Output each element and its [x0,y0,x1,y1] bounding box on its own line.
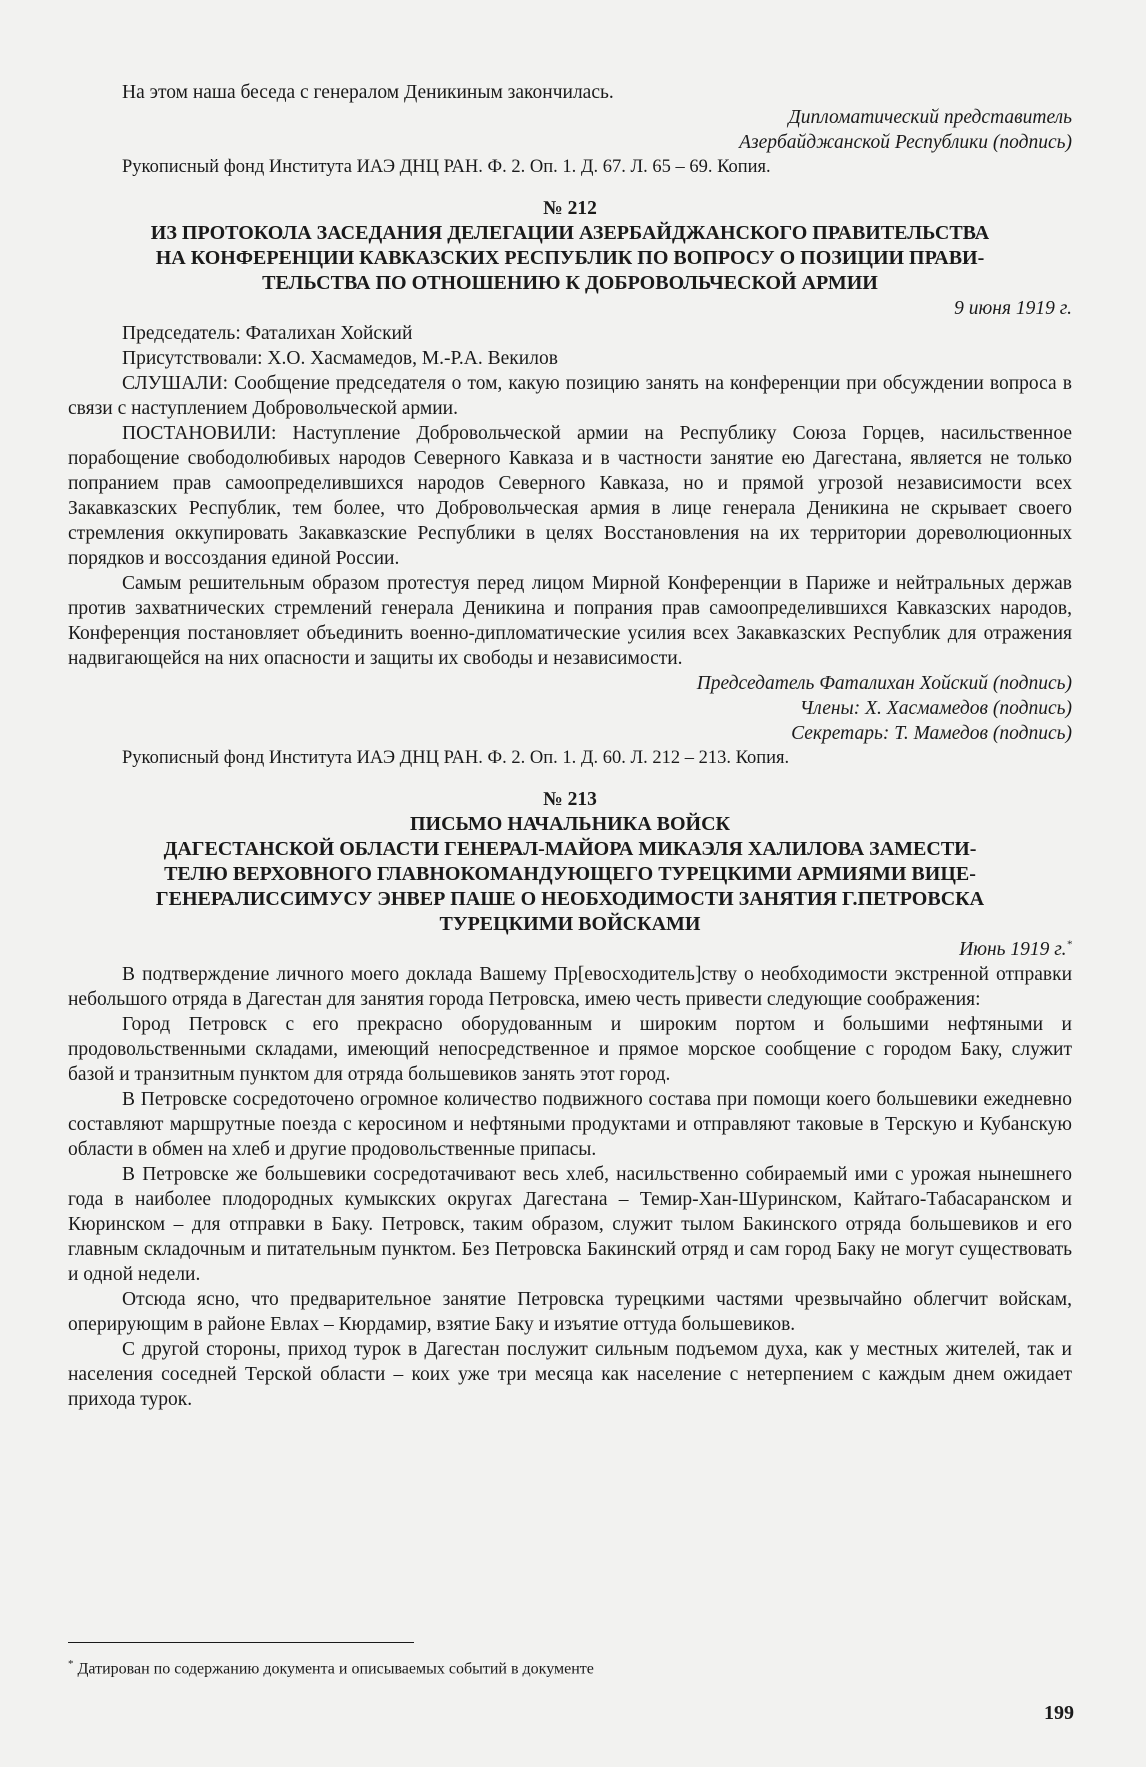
document-title-line: НА КОНФЕРЕНЦИИ КАВКАЗСКИХ РЕСПУБЛИК ПО ВОПРОСУ О ПОЗИЦИИ ПРАВИ- [155,247,985,269]
attendees-line: Присутствовали: Х.О. Хасмамедов, М.-Р.А. Векилов [122,348,558,369]
footnote-text: Датирован по содержанию документа и описываемых событий в документе [77,1660,594,1678]
signature-line: Члены: Х. Хасмамедов (подпись) [799,698,1072,719]
page-content [68,80,1072,1412]
document-number: № 212 [543,198,597,219]
document-title-line: ТЕЛЬСТВА ПО ОТНОШЕНИЮ К ДОБРОВОЛЬЧЕСКОЙ АРМИИ [262,272,878,294]
footnote [68,1654,594,1679]
date-text: Июнь 1919 г. [959,939,1067,960]
page-number: 199 [1044,1702,1074,1724]
footnote-marker: * [1066,938,1072,951]
closing-line: На этом наша беседа с генералом Деникиным закончилась. [122,82,614,103]
document-title-line: ГЕНЕРАЛИССИМУСУ ЭНВЕР ПАШЕ О НЕОБХОДИМОСТИ ЗАНЯТИЯ Г.ПЕТРОВСКА [155,888,985,910]
footnote-divider [68,1642,414,1643]
document-title-line: ПИСЬМО НАЧАЛЬНИКА ВОЙСК [409,813,731,835]
letter-paragraph: В Петровске же большевики сосредотачивают весь хлеб, насильственно собираемый ими с урожая нынешнего года в наиболее плодородных кумыкских округах Дагестана – Темир-Хан-Шуринском, Кайтаго-Табасаранском и Кюринском – для отправки в Баку. Петровск, таким образом, служит тылом Бакинского отряда большевиков и его главным складочным и питательным пунктом. Без Петровска Бакинский отряд и сам город Баку не могут существовать и одной недели. [68,1164,1072,1285]
letter-paragraph: Отсюда ясно, что предварительное занятие Петровска турецкими частями чрезвычайно облегчит войскам, оперирующим в районе Евлах – Кюрдамир, взятие Баку и изъятие оттуда большевиков. [68,1289,1072,1335]
document-title-line: ИЗ ПРОТОКОЛА ЗАСЕДАНИЯ ДЕЛЕГАЦИИ АЗЕРБАЙДЖАНСКОГО ПРАВИТЕЛЬСТВА [150,222,990,244]
heard-paragraph: СЛУШАЛИ: Сообщение председателя о том, какую позицию занять на конференции при обсуждении вопроса в связи с наступлением Добровольческой армии. [68,373,1072,419]
footnote-marker: * [68,1658,74,1670]
signature-line: Дипломатический представитель [788,107,1072,128]
document-date: 9 июня 1919 г. [954,298,1072,319]
letter-paragraph: С другой стороны, приход турок в Дагестан послужит сильным подъемом духа, как у местных жителей, так и населения соседней Терской области – коих уже три месяца как население с нетерпением с каждым днем ожидает прихода турок. [68,1339,1072,1410]
chairman-line: Председатель: Фаталихан Хойский [122,323,413,344]
archive-source: Рукописный фонд Института ИАЭ ДНЦ РАН. Ф. 2. Оп. 1. Д. 60. Л. 212 – 213. Копия. [122,748,790,768]
signature-line: Азербайджанской Республики (подпись) [739,132,1072,153]
signature-line: Секретарь: Т. Мамедов (подпись) [791,723,1072,744]
letter-paragraph: В подтверждение личного моего доклада Вашему Пр[евосходитель]ству о необходимости экстренной отправки небольшого отряда в Дагестан для занятия города Петровска, имею честь привести следующие соображения: [68,964,1072,1010]
archive-source: Рукописный фонд Института ИАЭ ДНЦ РАН. Ф. 2. Оп. 1. Д. 67. Л. 65 – 69. Копия. [122,157,771,177]
resolved-paragraph: ПОСТАНОВИЛИ: Наступление Добровольческой армии на Республику Союза Горцев, насильственное порабощение свободолюбивых народов Северного Кавказа и в частности занятие ею Дагестана, является не только попранием прав самоопределившихся народов Северного Кавказа, но и прямой угрозой независимости всех Закавказских Республик, тем более, что Добровольческая армия в лице генерала Деникина не скрывает своего стремления оккупировать Закавказские Республики в целях Восстановления на их территории дореволюционных порядков и воссоздания единой России. [68,423,1072,569]
document-number: № 213 [543,789,597,810]
protest-paragraph: Самым решительным образом протестуя перед лицом Мирной Конференции в Париже и нейтральных держав против захватнических стремлений генерала Деникина и попрания прав самоопределившихся Кавказских народов, Конференция постановляет объединить военно-дипломатические усилия всех Закавказских Республик для отражения надвигающейся на них опасности и защиты их свободы и независимости. [68,573,1072,669]
letter-paragraph: Город Петровск с его прекрасно оборудованным и широким портом и большими нефтяными и продовольственными складами, имеющий непосредственное и прямое морское сообщение с городом Баку, служит базой и транзитным пунктом для отряда большевиков занять этот город. [68,1014,1072,1085]
signature-line: Председатель Фаталихан Хойский (подпись) [696,673,1072,694]
document-title-line: ТЕЛЮ ВЕРХОВНОГО ГЛАВНОКОМАНДУЮЩЕГО ТУРЕЦКИМИ АРМИЯМИ ВИЦЕ- [164,863,976,885]
document-title-line: ТУРЕЦКИМИ ВОЙСКАМИ [439,913,701,935]
document-date [68,937,1072,962]
document-title-line: ДАГЕСТАНСКОЙ ОБЛАСТИ ГЕНЕРАЛ-МАЙОРА МИКАЭЛЯ ХАЛИЛОВА ЗАМЕСТИ- [163,838,977,860]
letter-paragraph: В Петровске сосредоточено огромное количество подвижного состава при помощи коего большевики ежедневно составляют маршрутные поезда с керосином и нефтяными продуктами и отправляют таковые в Терскую и Кубанскую области в обмен на хлеб и другие продовольственные припасы. [68,1089,1072,1160]
